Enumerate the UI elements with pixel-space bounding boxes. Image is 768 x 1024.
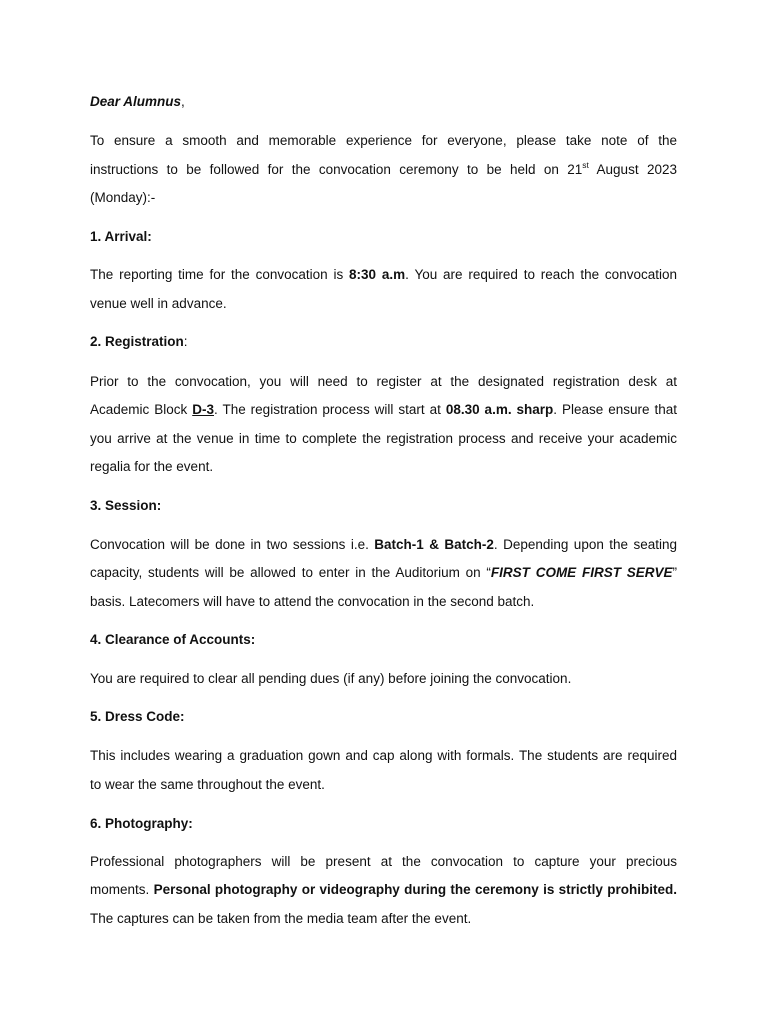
intro-date-month: August 2023	[588, 162, 677, 177]
arrival-text-cont: . You are required to reach the convocation	[405, 267, 677, 282]
arrival-text: The reporting time for the convocation is	[90, 267, 350, 282]
heading-registration-label: 2. Registration	[90, 334, 184, 349]
photography-line-2	[90, 876, 677, 905]
arrival-line-1	[90, 261, 677, 290]
registration-text-mid: . The registration process will start at	[213, 402, 446, 417]
salutation-name: Dear Alumnus	[90, 94, 182, 109]
entry-policy: FIRST COME FIRST SERVE	[490, 565, 673, 580]
clearance-line-1: You are required to clear all pending dues (if any) before joining the convocation.	[90, 671, 572, 686]
heading-arrival: 1. Arrival:	[90, 229, 152, 244]
heading-registration	[90, 328, 677, 357]
session-text-cont: . Depending upon the seating	[493, 537, 677, 552]
dress-code-line-2: to wear the same throughout the event.	[90, 777, 325, 792]
date-ordinal-suffix: st	[582, 160, 589, 170]
photography-prohibition: Personal photography or videography during the ceremony is strictly prohibited.	[153, 882, 677, 897]
salutation-comma: ,	[181, 94, 185, 109]
photography-line-3: The captures can be taken from the media team after the event.	[90, 911, 472, 926]
heading-photography: 6. Photography:	[90, 816, 193, 831]
heading-registration-colon: :	[183, 334, 188, 349]
registration-line-4: regalia for the event.	[90, 459, 214, 474]
session-quote-close: ”	[672, 565, 677, 580]
registration-text-end: . Please ensure that	[553, 402, 678, 417]
arrival-line-2: venue well in advance.	[90, 296, 227, 311]
batch-names: Batch-1 & Batch-2	[374, 537, 494, 552]
reporting-time: 8:30 a.m	[349, 267, 406, 282]
photography-text: moments.	[90, 882, 154, 897]
registration-line-3: you arrive at the venue in time to complete the registration process and receive your academic	[90, 431, 677, 446]
registration-time: 08.30 a.m. sharp	[445, 402, 554, 417]
photography-line-1: Professional photographers will be present at the convocation to capture your precious	[90, 854, 677, 869]
heading-clearance: 4. Clearance of Accounts:	[90, 632, 256, 647]
heading-dress-code: 5. Dress Code:	[90, 709, 185, 724]
session-text: Convocation will be done in two sessions i.e.	[90, 537, 375, 552]
intro-line-1: To ensure a smooth and memorable experience for everyone, please take note of the	[90, 133, 677, 148]
registration-line-2	[90, 396, 677, 425]
salutation	[90, 88, 677, 117]
session-text-2: capacity, students will be allowed to enter in the Auditorium on “	[90, 565, 491, 580]
registration-text: Academic Block	[90, 402, 193, 417]
session-line-3: basis. Latecomers will have to attend the convocation in the second batch.	[90, 594, 535, 609]
dress-code-line-1: This includes wearing a graduation gown and cap along with formals. The students are required	[90, 748, 677, 763]
intro-date-text: instructions to be followed for the convocation ceremony to be held on 21	[90, 162, 583, 177]
intro-line-3: (Monday):-	[90, 190, 156, 205]
session-line-2	[90, 559, 677, 588]
registration-line-1: Prior to the convocation, you will need to register at the designated registration desk at	[90, 374, 677, 389]
session-line-1	[90, 531, 677, 560]
heading-session: 3. Session:	[90, 498, 162, 513]
intro-line-2	[90, 156, 677, 185]
block-name: D-3	[192, 402, 214, 417]
